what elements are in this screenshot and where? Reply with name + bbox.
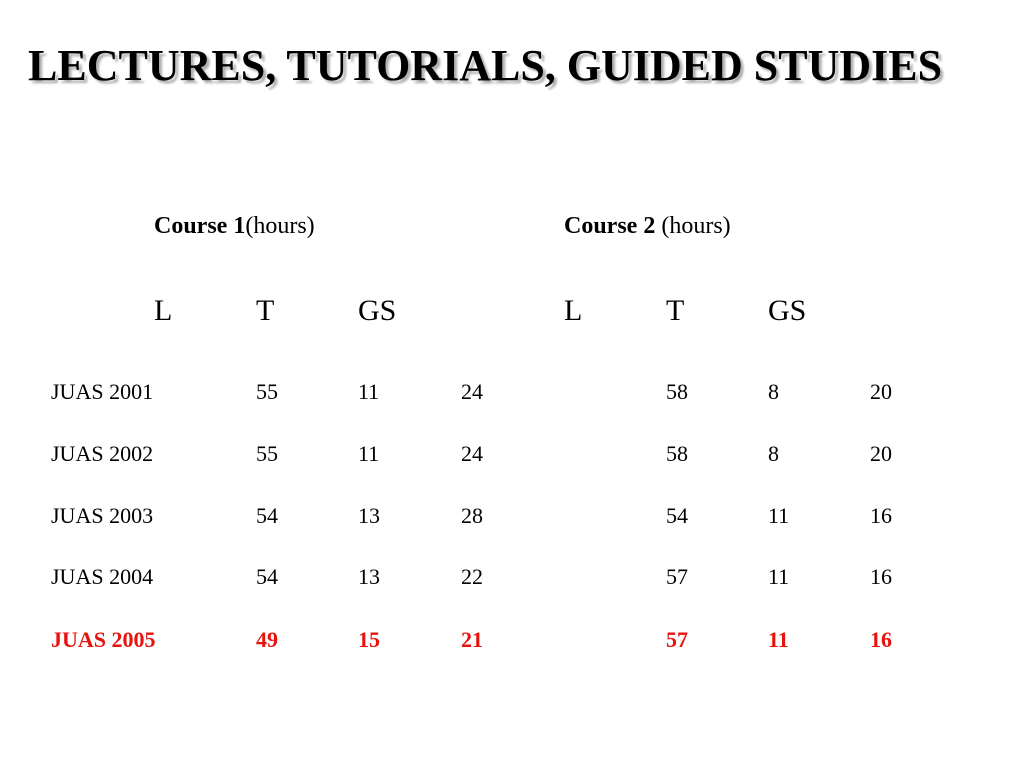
table-row <box>0 441 1024 471</box>
course-2-t-value: 8 <box>768 441 779 466</box>
course-1-col-gs: GS <box>358 294 397 327</box>
row-label: JUAS 2004 <box>51 564 154 589</box>
course-2-t-value: 11 <box>768 503 790 528</box>
course-1-l-value: 54 <box>256 503 278 528</box>
course-2-col-gs: GS <box>768 294 807 327</box>
course-2-t-value: 11 <box>768 627 789 652</box>
course-1-gs-value: 21 <box>461 627 483 652</box>
course-2-col-t: T <box>666 294 685 327</box>
course-2-gs-value: 16 <box>870 627 892 652</box>
course-1-col-l: L <box>154 294 173 327</box>
course-1-name: Course 1 <box>154 213 246 239</box>
row-label: JUAS 2003 <box>51 503 154 528</box>
course-1-l-value: 54 <box>256 564 278 589</box>
course-1-t-value: 13 <box>358 503 380 528</box>
course-1-gs-value: 24 <box>461 379 483 404</box>
table-row <box>0 564 1024 594</box>
course-2-unit: (hours) <box>655 213 731 239</box>
course-1-t-value: 11 <box>358 441 380 466</box>
course-2-header <box>564 213 731 240</box>
course-2-col-l: L <box>564 294 583 327</box>
row-label: JUAS 2002 <box>51 441 154 466</box>
course-2-name: Course 2 <box>564 213 656 239</box>
course-1-gs-value: 28 <box>461 503 483 528</box>
course-2-l-value: 57 <box>666 627 688 652</box>
course-1-l-value: 49 <box>256 627 278 652</box>
course-2-gs-value: 16 <box>870 564 892 589</box>
course-1-l-value: 55 <box>256 441 278 466</box>
course-2-l-value: 54 <box>666 503 688 528</box>
course-2-l-value: 57 <box>666 564 688 589</box>
course-2-gs-value: 20 <box>870 379 892 404</box>
course-1-t-value: 15 <box>358 627 380 652</box>
table-row <box>0 379 1024 409</box>
course-2-gs-value: 20 <box>870 441 892 466</box>
row-label: JUAS 2005 <box>51 627 156 652</box>
course-2-t-value: 8 <box>768 379 779 404</box>
course-2-l-value: 58 <box>666 379 688 404</box>
course-1-header <box>154 213 315 240</box>
course-1-gs-value: 22 <box>461 564 483 589</box>
course-1-gs-value: 24 <box>461 441 483 466</box>
page-title: LECTURES, TUTORIALS, GUIDED STUDIES <box>28 41 943 90</box>
course-1-t-value: 11 <box>358 379 380 404</box>
table-row <box>0 503 1024 533</box>
course-2-gs-value: 16 <box>870 503 892 528</box>
table-row-highlighted <box>0 627 1024 657</box>
course-1-col-t: T <box>256 294 275 327</box>
course-2-l-value: 58 <box>666 441 688 466</box>
course-2-t-value: 11 <box>768 564 790 589</box>
course-1-unit: (hours) <box>245 213 315 239</box>
row-label: JUAS 2001 <box>51 379 154 404</box>
course-1-l-value: 55 <box>256 379 278 404</box>
course-1-t-value: 13 <box>358 564 380 589</box>
